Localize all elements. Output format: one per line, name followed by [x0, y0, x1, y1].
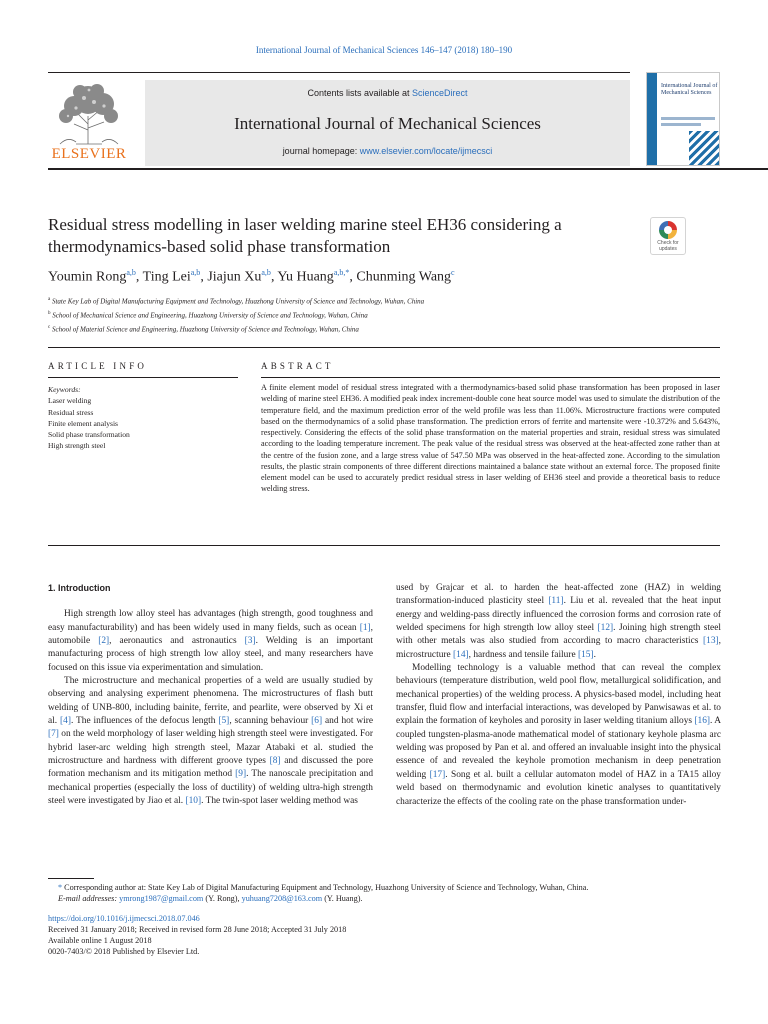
- email-label: E-mail addresses:: [58, 894, 118, 904]
- reference-link[interactable]: [3]: [244, 636, 256, 647]
- text-run: . Joining high strength steel with other metals was also studied from according to macro characteristics: [396, 623, 721, 647]
- journal-homepage-link[interactable]: www.elsevier.com/locate/ijmecsci: [359, 146, 493, 156]
- contents-line: [145, 88, 630, 98]
- section-rule: [48, 347, 720, 348]
- text-run: used by Grajcar et al. to harden the heat-affected zone (HAZ) in welding transformation-induced plasticity steel: [396, 583, 721, 607]
- author-affil-marker[interactable]: a,b: [190, 268, 201, 277]
- cover-pattern: [689, 131, 719, 166]
- email-link[interactable]: ymrong1987@gmail.com: [119, 894, 204, 904]
- article-info-rule: [48, 377, 238, 378]
- journal-cover-thumbnail[interactable]: [646, 72, 720, 166]
- homepage-prefix: journal homepage:: [282, 146, 360, 156]
- text-run: Modelling technology is a valuable method that can reveal the complex behaviours (temperature distribution, weld pool flow, metallurgical solidification, and mechanical properties) of the welding process. A physics-based model, including heat transfer, fluid flow and interfacial interactions, was developed by Panwisawas et al. to explain the formation of keyholes and porosity in laser welding titanium alloys: [396, 663, 721, 727]
- sciencedirect-link[interactable]: ScienceDirect: [412, 88, 468, 98]
- affiliation-key: b: [48, 310, 51, 316]
- keyword-item: Solid phase transformation: [48, 430, 130, 440]
- journal-banner: [145, 80, 630, 166]
- corresponding-text: Corresponding author at: State Key Lab of Digital Manufacturing Equipment and Technology, Huazhong University of Science and Technology, Wuhan, China.: [64, 883, 589, 892]
- paragraph: [48, 675, 373, 808]
- check-for-updates-button[interactable]: [650, 217, 686, 255]
- homepage-line: [145, 146, 630, 156]
- author-name[interactable]: Jiajun Xu: [207, 269, 262, 285]
- cover-decoration: [661, 123, 701, 126]
- reference-link[interactable]: [12]: [597, 623, 614, 634]
- abstract-bottom-rule: [48, 545, 720, 546]
- corresponding-author-note: [48, 882, 720, 893]
- article-info-heading: ARTICLE INFO: [48, 361, 148, 371]
- text-run: , automobile: [48, 622, 373, 647]
- asterisk-marker: *: [58, 883, 63, 892]
- text-run: on the weld morphology of laser welding high strength steel were investigated. For hybrid laser-arc welding high strength steel, Mazar Atabaki et al. studied the microstructure and hardness with different groove types: [48, 729, 373, 767]
- keyword-item: High strength steel: [48, 441, 106, 451]
- elsevier-wordmark: ELSEVIER: [51, 146, 127, 162]
- cover-decoration: [661, 117, 715, 120]
- author-affil-marker[interactable]: a,b: [126, 268, 136, 277]
- affiliation-text: School of Mechanical Science and Engineering, Huazhong University of Science and Technology, Wuhan, China: [52, 311, 368, 320]
- paragraph: [48, 608, 373, 675]
- keyword-item: Finite element analysis: [48, 418, 119, 428]
- text-run: , scanning behaviour: [229, 716, 312, 727]
- journal-masthead: [48, 72, 630, 168]
- author-affil-marker[interactable]: a,b: [261, 268, 271, 277]
- affiliation-item: [48, 308, 718, 322]
- section-title-introduction: 1. Introduction: [48, 583, 111, 593]
- reference-link[interactable]: [13]: [703, 636, 719, 647]
- affiliation-key: a: [48, 297, 51, 302]
- text-run: The microstructure and mechanical properties of a weld are usually studied by observing and analysing experiment phenomena. The microstructures of flash butt welding of UNB-800, including bainite, ferrite, and pearlite, were observed by Xi et al.: [48, 676, 373, 727]
- text-run: . Welding is an important manufacturing process of high strength low alloy steel, and many researchers have focused on this issue via experimentation and simulation.: [48, 636, 373, 673]
- reference-link[interactable]: [6]: [311, 716, 323, 727]
- text-run: . Liu et al. revealed that the heat input energy and welding-pass directly influenced the corrosion forms and corrosion rate of welded specimens for high strength low alloy steel: [396, 596, 721, 634]
- reference-link[interactable]: [8]: [269, 756, 281, 767]
- text-run: and discussed the pore formation mechanism and its mitigation method: [48, 756, 373, 780]
- text-run: . A coupled tungsten-plasma-anode mathematical model of stationary keyhole plasma arc welding was proposed by Pan et al. and offered an invaluable insight into the physical essence of and revealed the keyhole promotion mechanism in deep penetration welding: [396, 716, 721, 780]
- reference-link[interactable]: [4]: [60, 716, 71, 727]
- text-run: . The twin-spot laser welding method was: [201, 796, 358, 807]
- cover-band: [647, 73, 657, 166]
- journal-title: International Journal of Mechanical Sciences: [234, 114, 541, 133]
- spacer: [48, 905, 720, 913]
- footnote-rule: [48, 878, 94, 879]
- reference-link[interactable]: [17]: [429, 769, 446, 780]
- text-run: .: [593, 649, 596, 660]
- paragraph: [396, 662, 721, 809]
- affiliations: [48, 294, 718, 335]
- reference-link[interactable]: [15]: [577, 649, 594, 660]
- reference-link[interactable]: [1]: [359, 622, 371, 633]
- abstract-heading: ABSTRACT: [261, 361, 334, 371]
- author-name[interactable]: Ting Lei: [142, 269, 191, 285]
- email-owner: (Y. Huang).: [322, 894, 363, 904]
- reference-link[interactable]: [7]: [48, 729, 59, 740]
- reference-link[interactable]: [11]: [548, 596, 564, 607]
- abstract-rule: [261, 377, 720, 378]
- elsevier-tree-icon: [48, 80, 130, 146]
- affiliation-item: [48, 322, 718, 336]
- email-link[interactable]: yuhuang7208@163.com: [241, 894, 323, 904]
- reference-link[interactable]: [10]: [185, 796, 202, 807]
- affiliation-key: c: [48, 324, 51, 330]
- journal-citation[interactable]: International Journal of Mechanical Sciences 146–147 (2018) 180–190: [255, 45, 513, 55]
- online-date: Available online 1 August 2018: [48, 936, 152, 946]
- author-list: Youmin Rong$^{a,b}$, Ting Lei$^{a,b}$, Jiajun Xu$^{a,b}$, Yu Huang$^{a,b,*}$, Chunming Wang$^c$: [48, 268, 455, 285]
- keywords-label: Keywords:: [48, 385, 81, 394]
- paragraph: [396, 582, 721, 662]
- text-run: . Song et al. built a cellular automaton model of HAZ in a TA15 alloy weld based on thermodynamic and evolution kinetic analyses to quantitatively characterize the effects of the cooling rate on the phase transformation under-: [396, 769, 721, 807]
- spacer: [48, 595, 373, 608]
- author-affil-marker[interactable]: a,b,*: [333, 268, 350, 277]
- crossmark-label: Check for updates: [657, 240, 679, 252]
- masthead-bottom-rule: [48, 168, 768, 170]
- keywords-block: [48, 384, 238, 452]
- text-run: . The nanoscale precipitation and mechanical properties (especially the loss of ductility) of welding ultra-high strength steel were investigated by Jiao et al.: [48, 769, 374, 807]
- reference-link[interactable]: [9]: [235, 769, 247, 780]
- text-run: , aeronautics and astronautics: [109, 636, 245, 647]
- author-name[interactable]: Yu Huang: [277, 269, 334, 285]
- affiliation-text: State Key Lab of Digital Manufacturing Equipment and Technology, Huazhong University of Science and Technology, Wuhan, China: [51, 297, 425, 306]
- copyright-line: 0020-7403/© 2018 Published by Elsevier Ltd.: [48, 947, 200, 957]
- author-name[interactable]: Chunming Wang: [356, 269, 452, 285]
- contents-prefix: Contents lists available at: [307, 88, 413, 98]
- cover-title: International Journal of Mechanical Sciences: [661, 83, 718, 96]
- author-name[interactable]: Youmin Rong: [48, 269, 127, 285]
- keyword-item: Laser welding: [48, 396, 92, 406]
- text-run: and hot wire: [322, 716, 373, 727]
- author-affil-marker[interactable]: c: [451, 268, 455, 277]
- reference-link[interactable]: [2]: [98, 636, 110, 647]
- abstract-text: A finite element model of residual stress integrated with a thermodynamics-based solid phase transformation has been proposed in laser welding of marine steel EH36. A modified peak index increment-double cone heat source model was used to simulate the distribution of the temperature field, and the maximum prediction error of the weld profile was less than 11.06%. Microstructure fractions were computed based on the thermodynamics of a solid phase transformation. The prediction errors of ferrite and martensite were -10.372% and 5.643%, respectively. Considering the effects of the solid phase transformation on the material properties and strain, residual stress was simulated according to the loading temperature increment. The peak value of the residual stress was observed at the heat-affected zone rather than at the centre of the fusion zone, and a large stress value of 547.50 MPa was observed in the heat-affected zone. According to the simulation results, the plastic strain components of three different directions maintained a balance state without an external force. The proposed finite element model can be used to accurately predict residual stress in laser welding of EH36 steel and provide a theoretical basis to reduce welding stress.: [261, 383, 720, 494]
- text-run: , microstructure: [396, 636, 721, 660]
- doi-link-row: [48, 913, 720, 924]
- reference-link[interactable]: [16]: [694, 716, 711, 727]
- affiliation-text: School of Material Science and Engineering, Huazhong University of Science and Technology, Wuhan, China: [51, 324, 359, 333]
- footnotes: [48, 882, 720, 958]
- keyword-item: Residual stress: [48, 407, 94, 417]
- article-title: Residual stress modelling in laser welding marine steel EH36 considering a thermodynamics-based solid phase transformation: [48, 215, 562, 256]
- received-dates: Received 31 January 2018; Received in revised form 28 June 2018; Accepted 31 July 2018: [48, 924, 347, 934]
- masthead-top-rule: [48, 72, 630, 73]
- elsevier-logo[interactable]: [48, 80, 130, 166]
- reference-link[interactable]: [14]: [453, 649, 469, 660]
- reference-link[interactable]: [5]: [218, 716, 230, 727]
- doi-link[interactable]: https://doi.org/10.1016/j.ijmecsci.2018.07.046: [48, 913, 200, 923]
- email-owner: (Y. Rong),: [203, 894, 242, 904]
- text-run: High strength low alloy steel has advantages (high strength, good toughness and easy manufacturability) and has been widely used in many fields, such as ocean: [48, 609, 373, 633]
- body-left-column: [48, 582, 373, 809]
- affiliation-item: [48, 294, 718, 308]
- body-right-column: [396, 582, 721, 809]
- email-note: [48, 893, 720, 904]
- text-run: . The influences of the defocus length: [70, 716, 219, 727]
- text-run: , hardness and tensile failure: [468, 649, 578, 660]
- crossmark-icon: [659, 221, 677, 239]
